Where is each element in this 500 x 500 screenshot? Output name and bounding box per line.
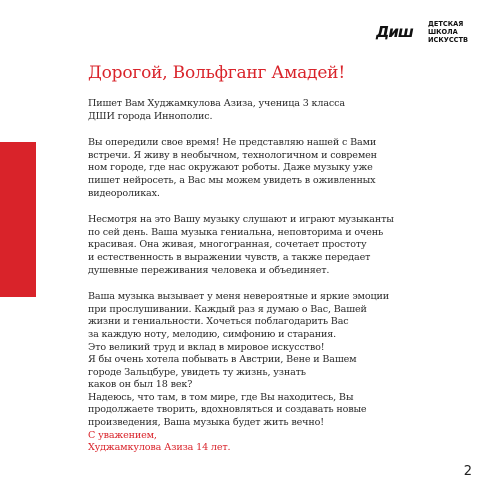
text-line: по сей день. Ваша музыка гениальна, неповторима и очень: [88, 226, 384, 238]
letter-body: [88, 98, 468, 469]
red-accent-bar: [0, 142, 36, 297]
text-line: каков он был 18 век?: [88, 379, 193, 391]
text-line: Вы опередили свое время! Не представляю нашей с Вами: [88, 137, 377, 149]
letter-closing: [88, 430, 468, 455]
paragraph-intro: [88, 98, 468, 123]
text-line: и естественность в выражении чувств, а также передает: [88, 251, 371, 263]
logo-text: [428, 20, 468, 44]
text-line: ном городе, где нас окружают роботы. Даже музыку уже: [88, 162, 373, 174]
text-line: Я бы очень хотела побывать в Австрии, Вене и Вашем: [88, 354, 357, 366]
text-line: Пишет Вам Худжамкулова Азиза, ученица 3 класса: [88, 98, 345, 109]
paragraph-2: [88, 137, 468, 200]
text-line: Надеюсь, что там, в том мире, где Вы находитесь, Вы: [88, 391, 354, 403]
text-line: ДШИ города Иннополис.: [88, 110, 213, 122]
logo-line-2: ШКОЛА: [428, 28, 458, 36]
closing-line: С уважением,: [88, 429, 157, 441]
text-line: жизни и гениальности. Хочеться поблагодарить Вас: [88, 316, 349, 328]
text-line: продолжаете творить, вдохновляться и создавать новые: [88, 404, 367, 416]
letter-salutation: Дорогой, Вольфганг Амадей!: [88, 63, 345, 83]
text-line: встречи. Я живу в необычном, технологичном и современ: [88, 149, 377, 161]
text-line: произведения, Ваша музыка будет жить вечно!: [88, 417, 324, 429]
logo-mark: Диш: [376, 23, 413, 41]
text-line: городе Зальцбуре, увидеть ту жизнь, узнать: [88, 366, 306, 378]
signature-line: Худжамкулова Азиза 14 лет.: [88, 442, 231, 454]
text-line: при прослушивании. Каждый раз я думаю о Вас, Вашей: [88, 303, 367, 315]
paragraph-3: [88, 214, 468, 277]
text-line: видеороликах.: [88, 187, 160, 199]
paragraph-4: [88, 291, 468, 430]
page-number: 2: [463, 464, 472, 479]
logo-line-1: ДЕТСКАЯ: [428, 20, 464, 28]
school-logo: [376, 18, 484, 48]
text-line: пишет нейросеть, а Вас мы можем увидеть в оживленных: [88, 174, 376, 186]
logo-line-3: ИСКУССТВ: [428, 36, 469, 44]
text-line: Ваша музыка вызывает у меня невероятные и яркие эмоции: [88, 291, 389, 303]
text-line: Несмотря на это Вашу музыку слушают и играют музыканты: [88, 214, 394, 226]
text-line: душевные переживания человека и объединяет.: [88, 264, 330, 276]
text-line: Это великий труд и вклад в мировое искусство!: [88, 341, 325, 353]
text-line: красивая. Она живая, многогранная, сочетает простоту: [88, 239, 367, 251]
text-line: за каждую ноту, мелодию, симфонию и старания.: [88, 328, 337, 340]
